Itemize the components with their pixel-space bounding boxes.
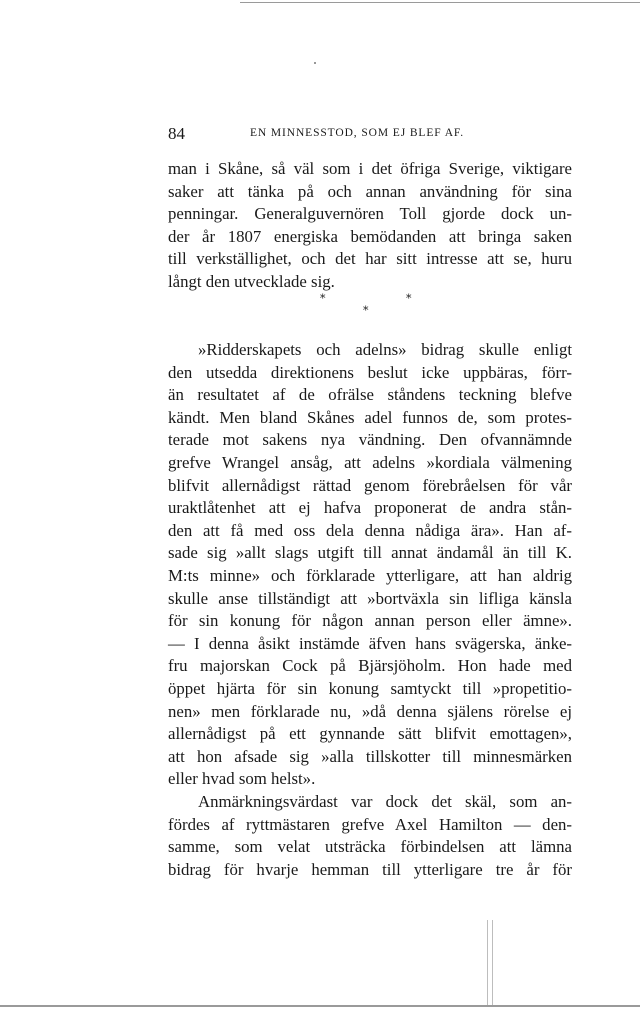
text-line: den att få med oss dela denna nådiga ära». Han af- bbox=[168, 520, 572, 540]
text-line: man i Skåne, så väl som i det öfriga Sverige, viktigare bbox=[168, 159, 572, 178]
text-line: saker att tänka på och annan användning för sina bbox=[168, 181, 572, 201]
scan-fold-line bbox=[487, 920, 488, 1005]
text-line: till verkställighet, och det har sitt intresse att se, huru bbox=[168, 249, 572, 269]
text-line: att hon afsade sig »alla tillskotter till minnesmärken bbox=[168, 746, 572, 766]
text-line: blifvit allernådigst rättad genom förebråelsen för vår bbox=[168, 475, 572, 495]
scan-fold-line bbox=[492, 920, 493, 1005]
scan-speck bbox=[314, 62, 316, 64]
asterism-star: * bbox=[406, 292, 412, 305]
text-line: Anmärkningsvärdast var dock det skäl, som an- bbox=[198, 792, 572, 811]
page-number: 84 bbox=[168, 124, 185, 143]
asterism-star: * bbox=[363, 304, 369, 317]
scan-edge-bottom bbox=[0, 1005, 640, 1007]
text-line: den utsedda direktionens beslut icke uppbäras, förr- bbox=[168, 362, 572, 382]
asterism-star: * bbox=[320, 292, 326, 305]
text-line: fördes af ryttmästaren grefve Axel Hamilton — den- bbox=[168, 814, 572, 834]
text-line: eller hvad som helst». bbox=[168, 769, 316, 789]
text-line: samme, som velat utsträcka förbindelsen att lämna bbox=[168, 837, 572, 857]
text-line: sade sig »allt slags utgift till annat ändamål än till K. bbox=[168, 543, 572, 563]
text-line: bidrag för hvarje hemman till ytterligare tre år för bbox=[168, 859, 572, 879]
text-line: der år 1807 energiska bemödanden att bringa saken bbox=[168, 226, 572, 246]
text-line: terade mot sakens nya vändning. Den ofvannämnde bbox=[168, 430, 572, 450]
text-line: än resultatet af de ofrälse ståndens teckning blefve bbox=[168, 385, 572, 405]
text-line: fru majorskan Cock på Bjärsjöholm. Hon hade med bbox=[168, 656, 572, 676]
running-head: EN MINNESSTOD, SOM EJ BLEF AF. bbox=[250, 127, 465, 139]
text-line: öppet hjärta för sin konung samtyckt till »propetitio- bbox=[168, 678, 572, 698]
paragraph-2 bbox=[168, 339, 572, 791]
text-line: för sin konung för någon annan person eller ämne». bbox=[168, 611, 572, 631]
scan-edge-top bbox=[240, 2, 640, 3]
text-line: »Ridderskapets och adelns» bidrag skulle enligt bbox=[198, 340, 572, 359]
text-line: penningar. Generalguvernören Toll gjorde dock un- bbox=[168, 204, 572, 224]
paragraph-3 bbox=[168, 791, 572, 881]
text-line: — I denna åsikt instämde äfven hans svägerska, änke- bbox=[168, 633, 572, 653]
section-asterism bbox=[320, 292, 420, 322]
text-line: uraktlåtenhet att ej hafva proponerat de andra stån- bbox=[168, 498, 572, 518]
page-header bbox=[168, 124, 574, 148]
text-line: M:ts minne» och förklarade ytterligare, att han aldrig bbox=[168, 565, 572, 585]
text-line: skulle anse tillständigt att »bortväxla sin lifliga känsla bbox=[168, 588, 572, 608]
paragraph-1 bbox=[168, 158, 572, 294]
text-line: långt den utvecklade sig. bbox=[168, 271, 335, 291]
text-line: nen» men förklarade nu, »då denna själens rörelse ej bbox=[168, 701, 572, 721]
text-line: kändt. Men bland Skånes adel funnos de, som protes- bbox=[168, 407, 572, 427]
text-line: allernådigst på ett gynnande sätt blifvit emottagen», bbox=[168, 724, 572, 744]
text-line: grefve Wrangel ansåg, att adelns »kordiala välmening bbox=[168, 452, 572, 472]
